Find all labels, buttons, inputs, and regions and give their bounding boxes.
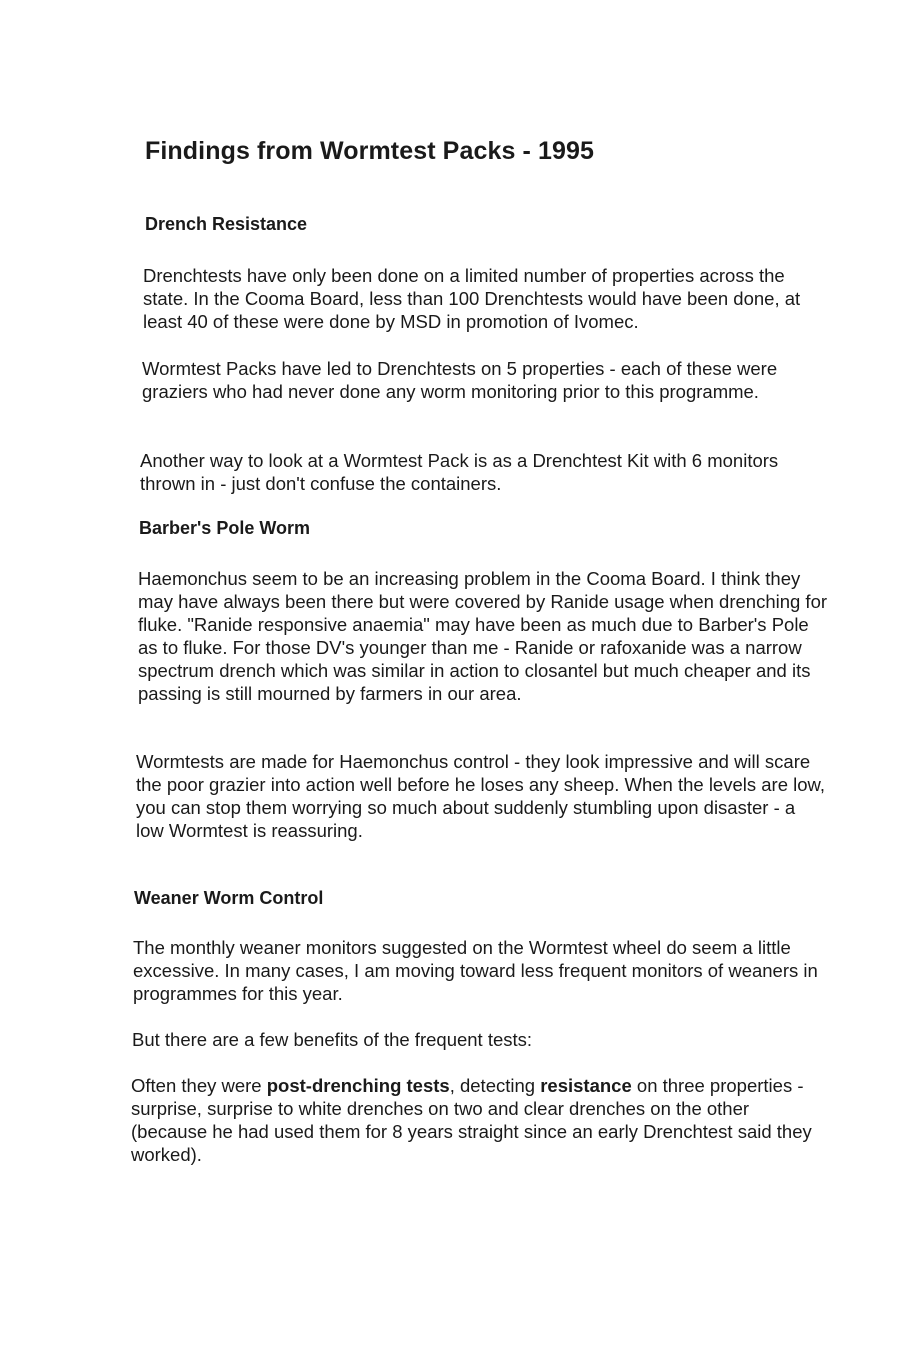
text-run: , detecting (449, 1075, 541, 1096)
bold-text-resistance: resistance (540, 1075, 632, 1096)
paragraph: Another way to look at a Wormtest Pack is as a Drenchtest Kit with 6 monitors thrown in - just don't confuse the containers. (140, 450, 779, 494)
paragraph: Haemonchus seem to be an increasing problem in the Cooma Board. I think they may have always been there but were covered by Ranide usage when drenching for fluke. "Ranide responsive anaemia" may have been as much due to Barber's Pole as to fluke. For those DV's younger than me - Ranide or rafoxanide was a narrow spectrum drench which was similar in action to closantel but much cheaper and its passing is still mourned by farmers in our area. (138, 568, 828, 704)
paragraph: Wormtest Packs have led to Drenchtests on 5 properties - each of these were graziers who had never done any worm monitoring prior to this programme. (142, 358, 778, 402)
paragraph: Drenchtests have only been done on a limited number of properties across the state. In the Cooma Board, less than 100 Drenchtests would have been done, at least 40 of these were done by MSD in promotion of Ivomec. (143, 265, 801, 332)
text-run: on three properties - surprise, surprise to white drenches on two and clear drenches on the other (because he had used them for 8 years straight since an early Drenchtest said they worked). (131, 1075, 812, 1165)
bold-text-post-drenching-tests: post-drenching tests (266, 1075, 450, 1096)
section-heading-drench-resistance: Drench Resistance (145, 214, 308, 234)
paragraph: Wormtests are made for Haemonchus control - they look impressive and will scare the poor grazier into action well before he loses any sheep. When the levels are low, you can stop them worrying so much about suddenly stumbling upon disaster - a low Wormtest is reassuring. (136, 751, 826, 841)
document-title: Findings from Wormtest Packs - 1995 (145, 137, 594, 165)
paragraph: But there are a few benefits of the frequent tests: (132, 1029, 533, 1050)
paragraph: The monthly weaner monitors suggested on the Wormtest wheel do seem a little excessive. In many cases, I am moving toward less frequent monitors of weaners in programmes for this year. (133, 937, 818, 1004)
section-heading-weaner-worm-control: Weaner Worm Control (134, 888, 324, 908)
final-paragraph (131, 1074, 821, 1166)
text-run: Often they were (131, 1075, 267, 1096)
section-heading-barbers-pole-worm: Barber's Pole Worm (139, 518, 310, 538)
